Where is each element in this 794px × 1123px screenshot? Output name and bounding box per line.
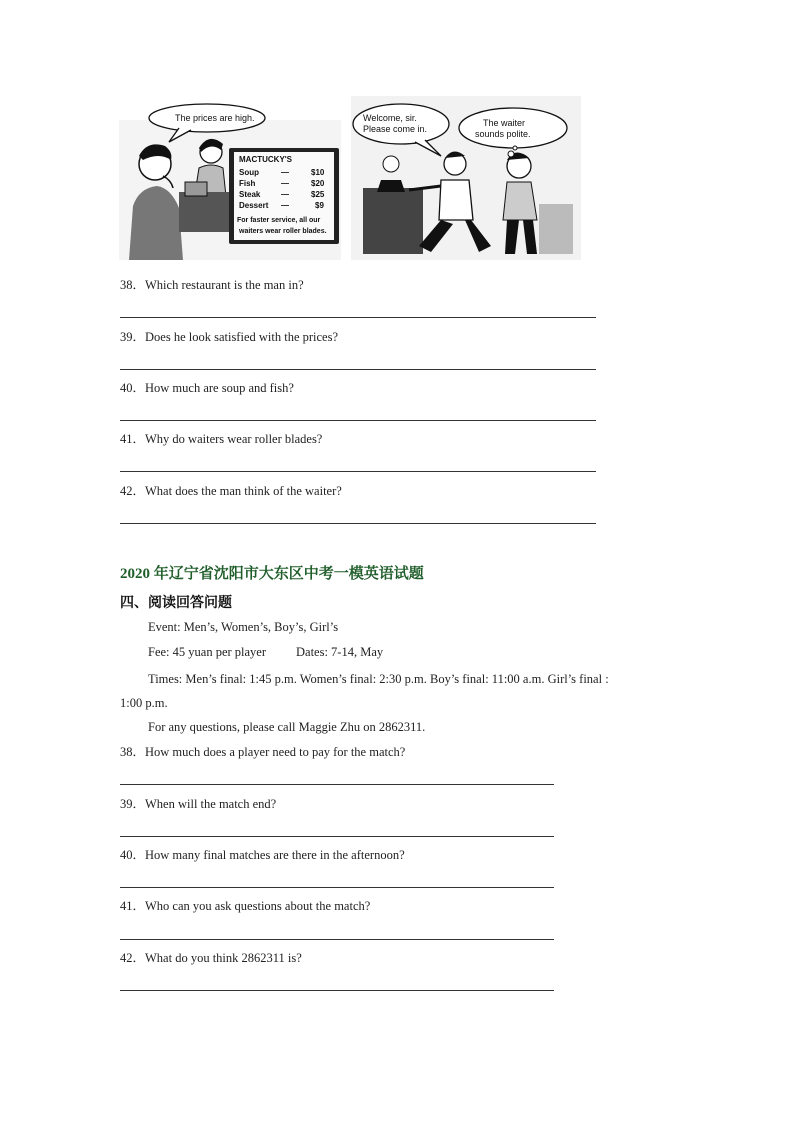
answer-line[interactable] bbox=[120, 420, 596, 421]
answer-line[interactable] bbox=[120, 317, 596, 318]
menu-item-dash: — bbox=[281, 168, 289, 177]
times-info-line1: Times: Men’s final: 1:45 p.m. Women’s final: 2:30 p.m. Boy’s final: 11:00 a.m. Girl’s final : bbox=[148, 672, 609, 686]
question-item: 40．How much are soup and fish? bbox=[120, 381, 294, 395]
thought-bubble-line2: sounds polite. bbox=[475, 129, 531, 139]
menu-note-line2: waiters wear roller blades. bbox=[239, 228, 327, 235]
left-panel bbox=[119, 104, 341, 260]
right-panel bbox=[351, 96, 581, 260]
question-item: 42．What does the man think of the waiter? bbox=[120, 484, 342, 498]
question-item: 38．Which restaurant is the man in? bbox=[120, 278, 304, 292]
answer-line[interactable] bbox=[120, 471, 596, 472]
menu-item-dash: — bbox=[281, 201, 289, 210]
answer-line[interactable] bbox=[120, 887, 554, 888]
left-bubble-text: The prices are high. bbox=[175, 113, 255, 123]
menu-title: MACTUCKY'S bbox=[239, 155, 293, 164]
question-item: 39．Does he look satisfied with the prices? bbox=[120, 330, 339, 344]
comic-illustration bbox=[119, 96, 581, 260]
answer-line[interactable] bbox=[120, 523, 596, 524]
menu-item-name: Dessert bbox=[239, 201, 269, 210]
menu-item-price: $10 bbox=[311, 168, 325, 177]
contact-info: For any questions, please call Maggie Zhu on 2862311. bbox=[148, 720, 426, 734]
menu-item-price: $9 bbox=[315, 201, 324, 210]
menu-item-dash: — bbox=[281, 179, 289, 188]
menu-item-name: Soup bbox=[239, 168, 259, 177]
thought-bubble-line1: The waiter bbox=[483, 118, 526, 128]
fee-info: Fee: 45 yuan per player bbox=[148, 645, 267, 659]
question-item: 41．Why do waiters wear roller blades? bbox=[120, 432, 323, 446]
waiter-bubble-line2: Please come in. bbox=[363, 124, 428, 134]
question-item: 39．When will the match end? bbox=[120, 797, 277, 811]
menu-item-name: Steak bbox=[239, 190, 261, 199]
section-title: 四、阅读回答问题 bbox=[120, 595, 232, 611]
answer-line[interactable] bbox=[120, 990, 554, 991]
answer-line[interactable] bbox=[120, 784, 554, 785]
question-item: 41．Who can you ask questions about the match? bbox=[120, 899, 371, 913]
answer-line[interactable] bbox=[120, 836, 554, 837]
menu-item-name: Fish bbox=[239, 179, 256, 188]
menu-item-dash: — bbox=[281, 190, 289, 199]
exam-title: 2020 年辽宁省沈阳市大东区中考一模英语试题 bbox=[120, 566, 424, 582]
answer-line[interactable] bbox=[120, 369, 596, 370]
menu-item-price: $20 bbox=[311, 179, 325, 188]
dates-info: Dates: 7-14, May bbox=[296, 645, 384, 659]
times-info-line2: 1:00 p.m. bbox=[120, 696, 168, 710]
answer-line[interactable] bbox=[120, 939, 554, 940]
menu-note-line1: For faster service, all our bbox=[237, 217, 321, 224]
event-info: Event: Men’s, Women’s, Boy’s, Girl’s bbox=[148, 620, 339, 634]
question-item: 38．How much does a player need to pay for the match? bbox=[120, 745, 406, 759]
question-item: 42．What do you think 2862311 is? bbox=[120, 951, 302, 965]
menu-item-price: $25 bbox=[311, 190, 325, 199]
question-item: 40．How many final matches are there in the afternoon? bbox=[120, 848, 405, 862]
waiter-bubble-line1: Welcome, sir. bbox=[363, 113, 417, 123]
